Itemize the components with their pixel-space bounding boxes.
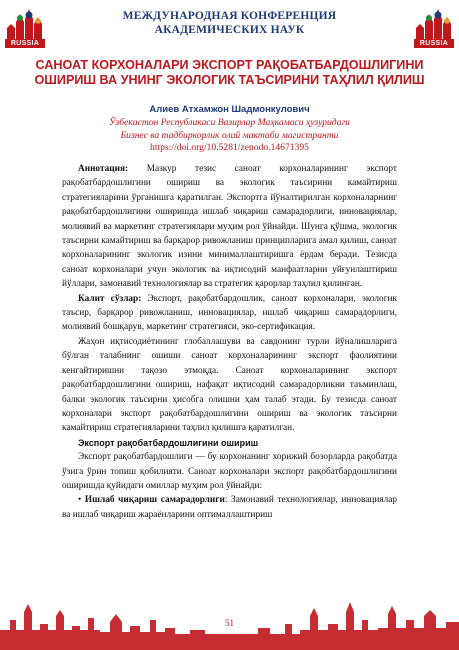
logo-badge-left: RUSSIA [5, 39, 45, 48]
affiliation-line1: Ўзбекистон Республикаси Вазирлар Маҳкамаси ҳузуридаги [109, 117, 350, 128]
bullet-icon: • [78, 495, 85, 506]
annotation-paragraph [62, 162, 397, 292]
paper-body [62, 162, 397, 522]
conference-logo-left [3, 4, 47, 48]
author-name: Алиев Атхамжон Шадмонкулович [149, 104, 310, 115]
bullet-text: : Замонавий технологиялар, инновациялар ва ишлаб чиқариш жараёнларини оптималлаштириш [62, 495, 397, 520]
annotation-text: Мазкур тезис саноат корхоналарининг экспорт рақобатбардошлигини ошириш ва экологик таъсирини камайтириш стратегияларини ўрганишга қаратилган. Экспортга йўналтирилган корхоналарнинг рақобатбардошлигини оширишда ишлаб чиқариш самарадорлиги, инновациялар, молиявий ва маркетинг стратегиялари муҳим рол ўйнайди. Шунга қўшма, экологик таъсирни камайтириш ва барқарор ривожланиш принципларига амал қилиш, саноат корхоналарининг экологик изини минималлаштиришга ёрдам беради. Тезисда саноат корхоналари учун экологик ва иқтисодий манфаатларни уйғунлаштириш йўллари, замонавий технологиялар ва стратегик қарорлар таҳлил қилинган. [62, 164, 397, 290]
section-heading: Экспорт рақобатбардошлигини ошириш [78, 437, 259, 448]
keywords-text: Экспорт, рақобатбардошлик, саноат корхоналари, экологик таъсир, барқарор ривожланиш, инновациялар, ишлаб чиқариш самарадорлиги, молиявий бошқарув, маркетинг стратегияси, эко-сертификация. [62, 293, 397, 333]
annotation-label: Аннотация: [78, 164, 129, 174]
conference-title-line2: АКАДЕМИЧЕСКИХ НАУК [154, 24, 305, 36]
keywords-paragraph [62, 292, 397, 335]
bullet-item [62, 493, 397, 522]
conference-logo-right [412, 4, 456, 48]
logo-badge-right: RUSSIA [414, 39, 454, 48]
bullet-label: Ишлаб чиқариш самарадорлиги [84, 495, 225, 506]
page-footer [0, 590, 459, 650]
paper-title: САНОАТ КОРХОНАЛАРИ ЭКСПОРТ РАҚОБАТБАРДОШЛИГИНИ ОШИРИШ ВА УНИНГ ЭКОЛОГИК ТАЪСИРИНИ ТАҲЛИЛ ҚИЛИШ [34, 58, 425, 87]
keywords-label: Калит сўзлар: [78, 293, 142, 304]
intro-paragraph: Жаҳон иқтисодиётининг глобаллашуви ва савдонинг турли йўналишларига бўлган талабнинг ошиши саноат корхоналарининг экспорт фаолиятини кенгайтиришни тақозо этмоқда. Саноат корхоналарининг экспорт рақобатбардошлигини ошириш, нафақат иқтисодий самарадорликни таъминлаш, балки экологик таъсирни ҳисобга олишни ҳам талаб этади. Бу тезисда саноат корхоналари экспорт рақобатбардошлигини ошириш ва экологик таъсирни камайтириш стратегияларини таҳлил қилишга қаратилган. [62, 336, 397, 434]
page-number: 51 [225, 618, 234, 628]
conference-title [60, 9, 399, 37]
doi-link[interactable]: https://doi.org/10.5281/zenodo.14671395 [150, 142, 309, 153]
affiliation-line2: Бизнес ва тадбиркорлик олий мактаби магистранти [120, 129, 339, 141]
author-affiliation [0, 117, 459, 142]
page-header [0, 0, 459, 50]
section-paragraph: Экспорт рақобатбардошлиги — бу корхонанинг хорижий бозорларда рақобатда ўзига ўрин топиш қобилияти. Саноат корхоналари экспорт рақобатбардошлигини оширишда қуйидаги омиллар муҳим рол ўйнайди: [62, 452, 397, 491]
conference-title-line1: МЕЖДУНАРОДНАЯ КОНФЕРЕНЦИЯ [122, 10, 337, 22]
